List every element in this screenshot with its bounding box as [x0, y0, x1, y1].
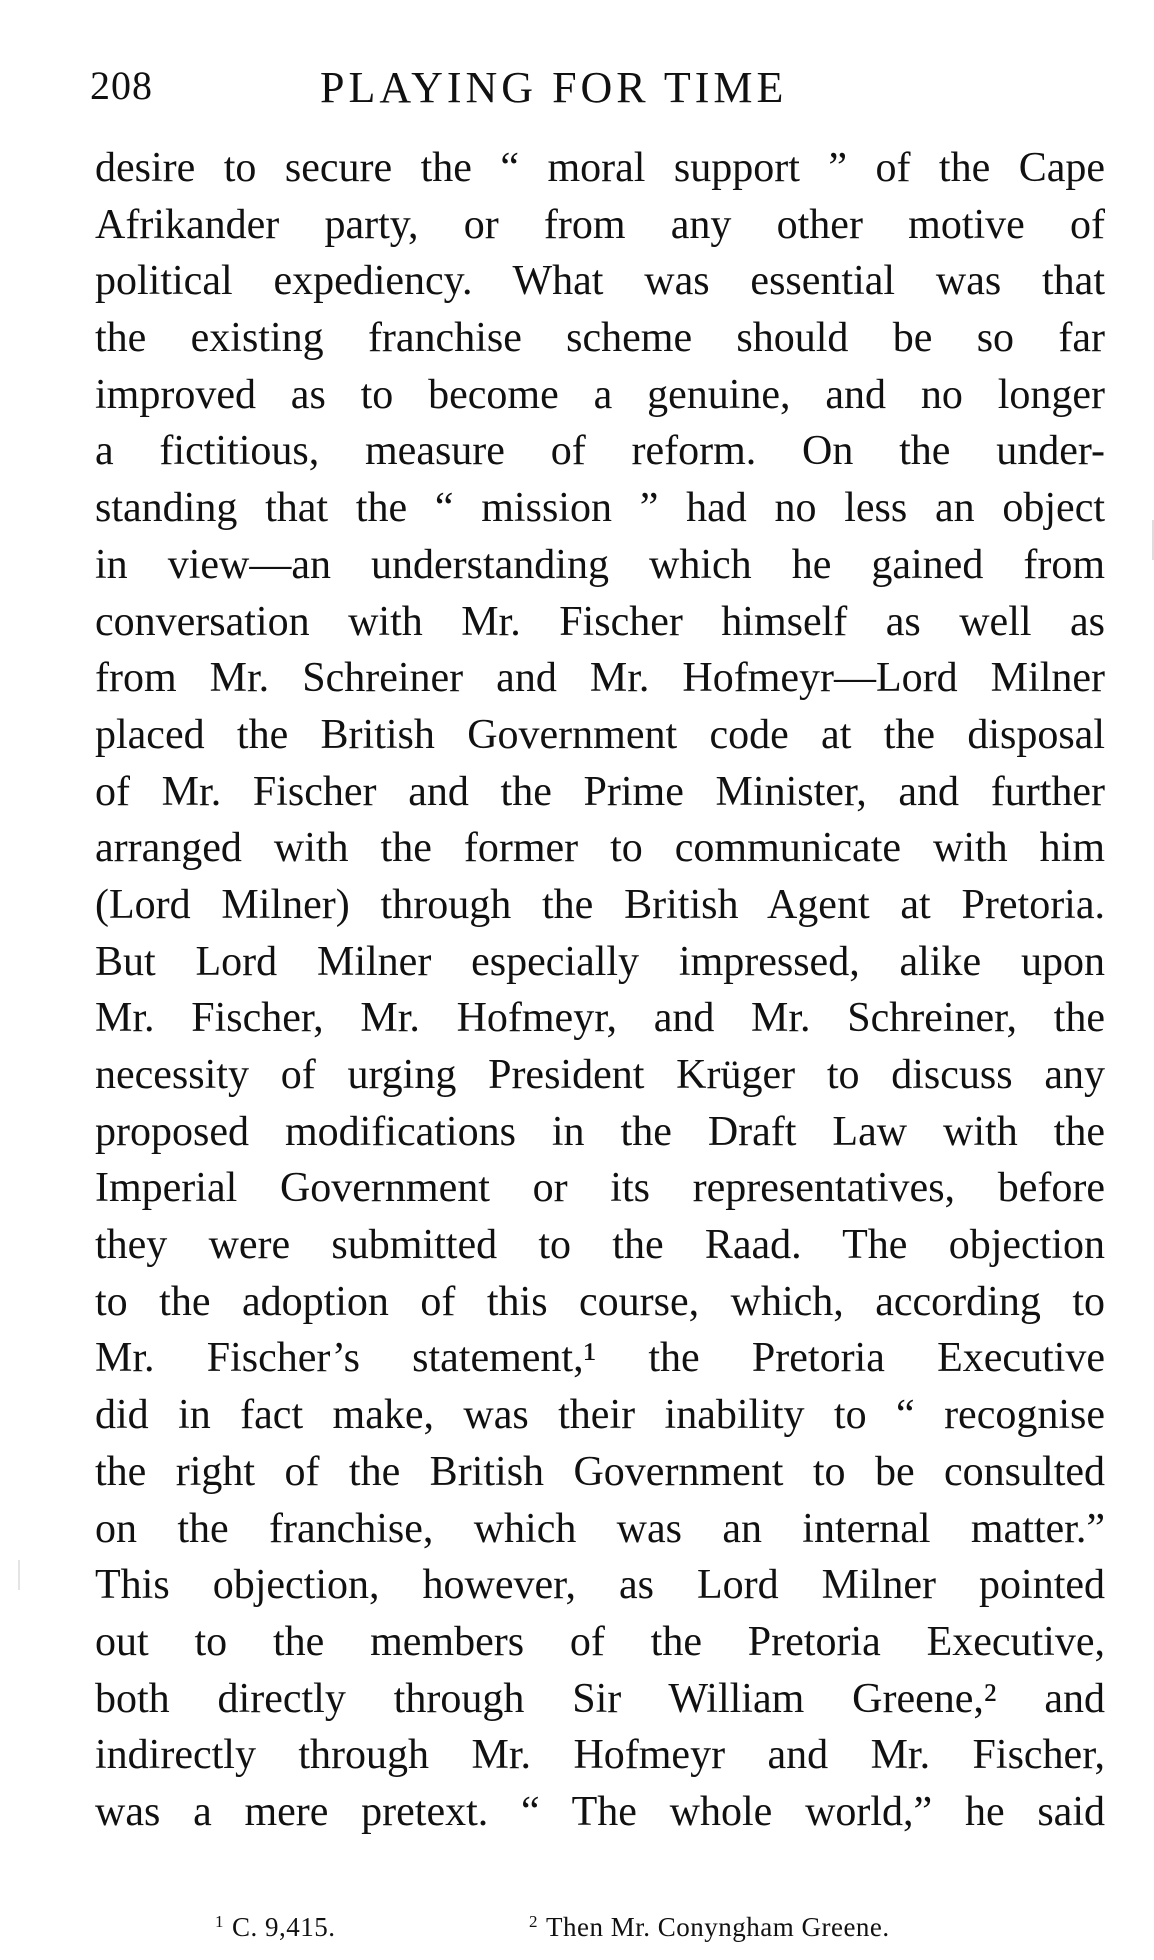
- text-line: the right of the British Government to be consulted: [95, 1448, 1105, 1495]
- text-line: they were submitted to the Raad. The objection: [95, 1222, 1105, 1269]
- text-line: was a mere pretext. “ The whole world,” he said: [95, 1788, 1105, 1835]
- page-header: [90, 62, 1102, 122]
- text-line: Imperial Government or its representatives, before: [95, 1165, 1105, 1212]
- text-line: This objection, however, as Lord Milner pointed: [95, 1562, 1105, 1609]
- text-line: a fictitious, measure of reform. On the under-: [95, 428, 1105, 475]
- text-line: in view—an understanding which he gained from: [95, 541, 1105, 588]
- text-line: placed the British Government code at the disposal: [95, 711, 1105, 758]
- text-line: desire to secure the “ moral support ” of the Cape: [95, 145, 1105, 191]
- text-line: (Lord Milner) through the British Agent at Pretoria.: [95, 881, 1105, 928]
- footnote-marker: 1: [215, 1912, 224, 1931]
- running-title: PLAYING FOR TIME: [320, 63, 788, 112]
- footnote-marker: 2: [529, 1912, 538, 1931]
- footnote-1: [215, 1912, 336, 1943]
- footnotes: [215, 1912, 1035, 1952]
- text-line: did in fact make, was their inability to “ recognise: [95, 1392, 1105, 1439]
- text-line: political expediency. What was essential was that: [95, 258, 1105, 305]
- text-line: to the adoption of this course, which, according to: [95, 1278, 1105, 1325]
- footnote-text: C. 9,415.: [232, 1912, 336, 1942]
- footnote-text: Then Mr. Conyngham Greene.: [546, 1912, 890, 1942]
- text-line: Mr. Fischer’s statement,¹ the Pretoria Executive: [95, 1335, 1105, 1382]
- text-line: arranged with the former to communicate with him: [95, 825, 1105, 872]
- text-line: Mr. Fischer, Mr. Hofmeyr, and Mr. Schreiner, the: [95, 995, 1105, 1042]
- text-line: standing that the “ mission ” had no less an object: [95, 485, 1105, 532]
- text-line: both directly through Sir William Greene,² and: [95, 1675, 1105, 1722]
- text-line: Afrikander party, or from any other motive of: [95, 201, 1105, 248]
- body-text: [95, 140, 1105, 1841]
- text-line: of Mr. Fischer and the Prime Minister, and further: [95, 768, 1105, 815]
- text-line: conversation with Mr. Fischer himself as well as: [95, 598, 1105, 645]
- text-line: But Lord Milner especially impressed, alike upon: [95, 938, 1105, 985]
- text-line: on the franchise, which was an internal matter.”: [95, 1505, 1105, 1552]
- page-number: 208: [90, 63, 153, 108]
- text-line: from Mr. Schreiner and Mr. Hofmeyr—Lord Milner: [95, 655, 1105, 702]
- footnote-2: [529, 1912, 890, 1943]
- text-line: necessity of urging President Krüger to discuss any: [95, 1052, 1105, 1098]
- text-line: proposed modifications in the Draft Law with the: [95, 1108, 1105, 1155]
- page-edge-mark: [18, 1560, 20, 1590]
- text-line: out to the members of the Pretoria Executive,: [95, 1618, 1105, 1665]
- text-line: indirectly through Mr. Hofmeyr and Mr. Fischer,: [95, 1732, 1105, 1779]
- text-line: the existing franchise scheme should be so far: [95, 315, 1105, 362]
- text-line: improved as to become a genuine, and no longer: [95, 371, 1105, 418]
